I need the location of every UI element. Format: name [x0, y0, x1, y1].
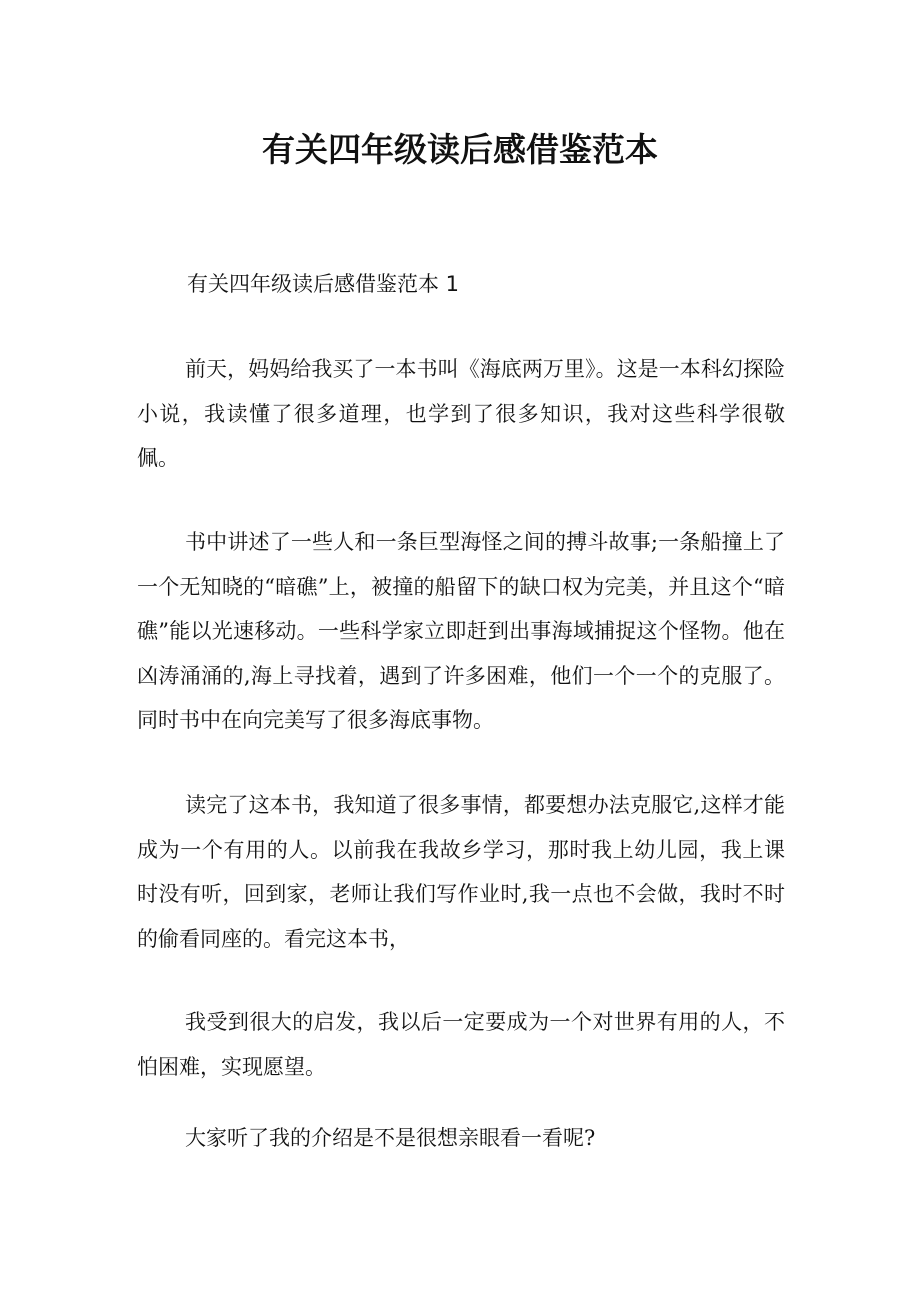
paragraph: 书中讲述了一些人和一条巨型海怪之间的搏斗故事;一条船撞上了一个无知晓的“暗礁”上，被撞的船留下的缺口权为完美，并且这个“暗礁”能以光速移动。一些科学家立即赶到出事海域捕捉这个怪物。他在凶涛涌涌的,海上寻找着，遇到了许多困难，他们一个一个的克服了。同时书中在向完美写了很多海底事物。 — [137, 530, 785, 732]
document-title: 有关四年级读后感借鉴范本 — [262, 130, 658, 169]
paragraph: 我受到很大的启发，我以后一定要成为一个对世界有用的人，不怕困难，实现愿望。 — [137, 1010, 785, 1079]
paragraph: 大家听了我的介绍是不是很想亲眼看一看呢? — [185, 1126, 596, 1150]
paragraph: 读完了这本书，我知道了很多事情，都要想办法克服它,这样才能成为一个有用的人。以前我在我故乡学习，那时我上幼儿园，我上课时没有听，回到家，老师让我们写作业时,我一点也不会做，我时不时的偷看同座的。看完这本书， — [137, 793, 785, 951]
paragraph: 前天，妈妈给我买了一本书叫《海底两万里》。这是一本科幻探险小说，我读懂了很多道理，也学到了很多知识，我对这些科学很敬佩。 — [137, 357, 785, 470]
section-heading: 有关四年级读后感借鉴范本 1 — [187, 272, 460, 296]
